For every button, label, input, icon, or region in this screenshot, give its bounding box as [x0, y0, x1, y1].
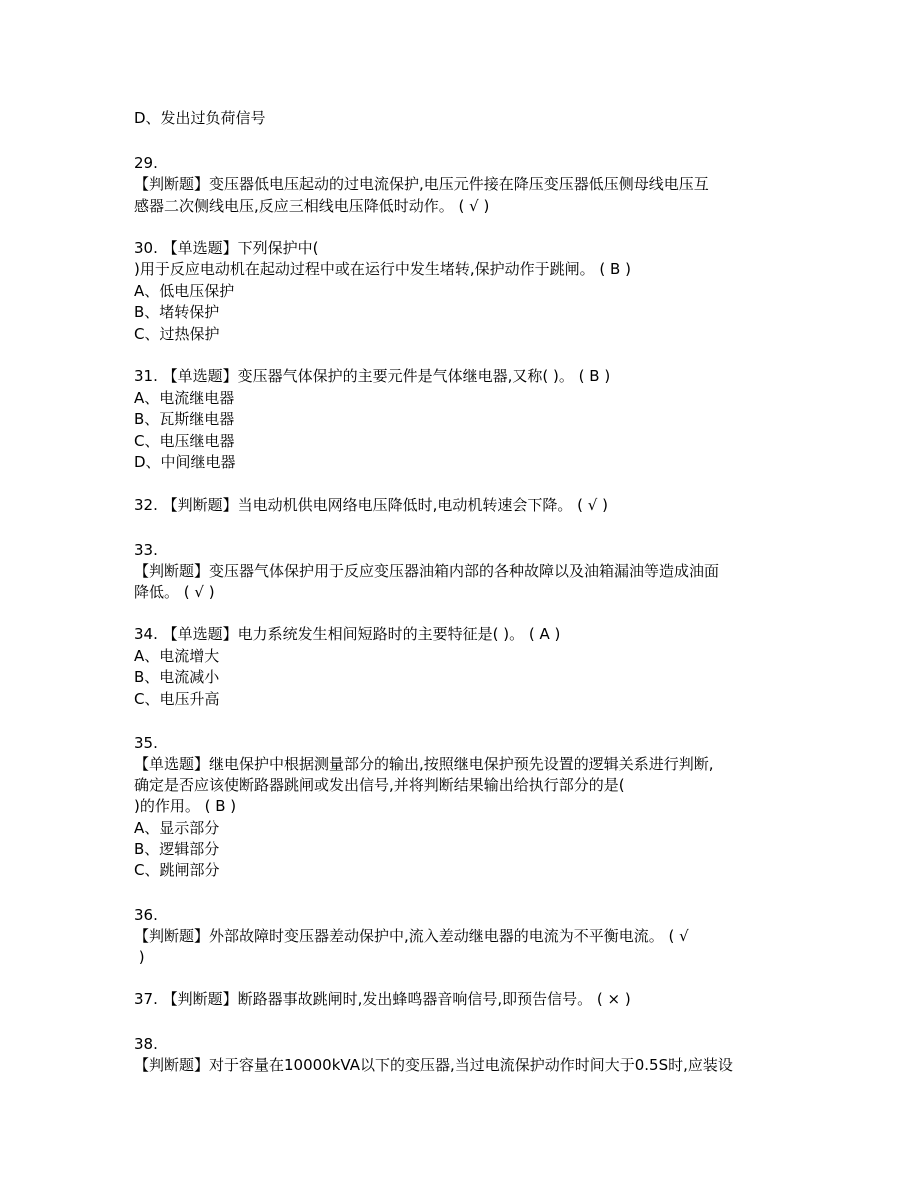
q37-text: 37. 【判断题】断路器事故跳闸时,发出蜂鸣器音响信号,即预告信号。 ( × ) [134, 990, 631, 1008]
q35-text-line1: 【单选题】继电保护中根据测量部分的输出,按照继电保护预先设置的逻辑关系进行判断, [134, 755, 714, 773]
q38-text-line1: 【判断题】对于容量在10000kVA以下的变压器,当过电流保护动作时间大于0.5S时,应装设 [134, 1056, 733, 1074]
q29-number: 29. [134, 154, 158, 172]
q31-option-d: D、中间继电器 [134, 453, 236, 471]
q30-text-line1: 30. 【单选题】下列保护中( [134, 239, 319, 257]
q33-text-line1: 【判断题】变压器气体保护用于反应变压器油箱内部的各种故障以及油箱漏油等造成油面 [134, 562, 720, 580]
q28-option-d: D、发出过负荷信号 [134, 109, 266, 127]
q35-text-line3: )的作用。 ( B ) [134, 797, 237, 815]
q29-text-line2: 感器二次侧线电压,反应三相线电压降低时动作。 ( √ ) [134, 197, 490, 215]
q35-number: 35. [134, 734, 158, 752]
q36-text-line2: ) [134, 948, 145, 966]
q31-option-b: B、瓦斯继电器 [134, 410, 235, 428]
q36-text-line1: 【判断题】外部故障时变压器差动保护中,流入差动继电器的电流为不平衡电流。 ( √ [134, 927, 689, 945]
q30-text-line2: )用于反应电动机在起动过程中或在运行中发生堵转,保护动作于跳闸。 ( B ) [134, 260, 631, 278]
q31-text: 31. 【单选题】变压器气体保护的主要元件是气体继电器,又称( )。 ( B ) [134, 367, 611, 385]
q33-text-line2: 降低。 ( √ ) [134, 583, 215, 601]
q35-option-b: B、逻辑部分 [134, 840, 220, 858]
q32-text: 32. 【判断题】当电动机供电网络电压降低时,电动机转速会下降。 ( √ ) [134, 496, 608, 514]
q30-option-a: A、低电压保护 [134, 282, 235, 300]
q30-option-c: C、过热保护 [134, 325, 220, 343]
q34-option-a: A、电流增大 [134, 647, 220, 665]
q31-option-a: A、电流继电器 [134, 389, 235, 407]
q34-text: 34. 【单选题】电力系统发生相间短路时的主要特征是( )。 ( A ) [134, 625, 561, 643]
q34-option-b: B、电流减小 [134, 668, 220, 686]
q35-text-line2: 确定是否应该使断路器跳闸或发出信号,并将判断结果输出给执行部分的是( [134, 776, 625, 794]
q35-option-a: A、显示部分 [134, 819, 220, 837]
q29-text-line1: 【判断题】变压器低电压起动的过电流保护,电压元件接在降压变压器低压侧母线电压互 [134, 175, 709, 193]
q35-option-c: C、跳闸部分 [134, 861, 220, 879]
q34-option-c: C、电压升高 [134, 690, 220, 708]
q36-number: 36. [134, 906, 158, 924]
q31-option-c: C、电压继电器 [134, 432, 235, 450]
q38-number: 38. [134, 1035, 158, 1053]
q33-number: 33. [134, 541, 158, 559]
q30-option-b: B、堵转保护 [134, 303, 220, 321]
